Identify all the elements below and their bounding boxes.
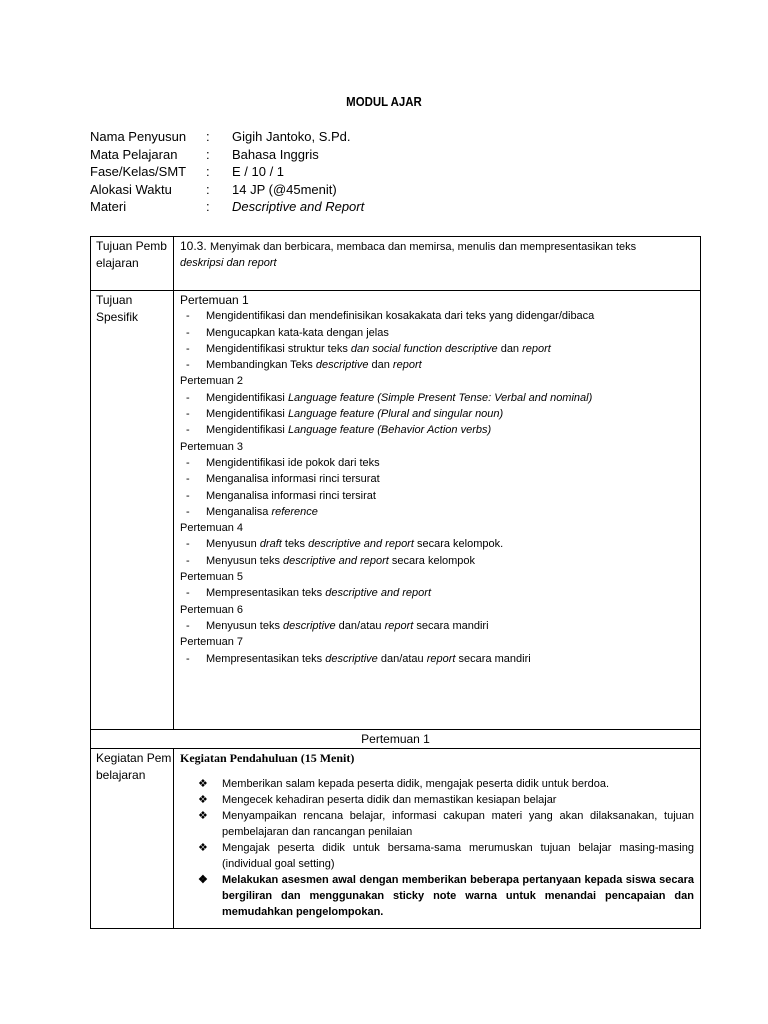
diamond-bullet-icon: ❖	[198, 778, 208, 790]
meeting-3-title: Pertemuan 3	[180, 440, 243, 453]
label-tujuan-spesifik: Tujuan Spesifik	[91, 291, 174, 730]
row-meeting-header	[91, 730, 701, 749]
list-item: - Menyusun teks descriptive dan/atau report secara mandiri	[186, 619, 489, 632]
identity-block	[90, 128, 364, 216]
identity-row-author	[90, 128, 364, 146]
identity-separator: :	[206, 146, 210, 162]
row-kegiatan	[91, 749, 701, 929]
identity-label: Nama Penyusun	[90, 129, 187, 144]
label-tujuan-pembelajaran: Tujuan Pembelajaran	[91, 237, 174, 291]
list-item: - Mengidentifikasi struktur teks dan social function descriptive dan report	[186, 342, 551, 355]
list-item: ❖ Mengecek kehadiran peserta didik dan memastikan kesiapan belajar	[180, 792, 696, 808]
list-item: ❖ Mengajak peserta didik untuk bersama-sama merumuskan tujuan belajar masing-masing (individual goal setting)	[180, 840, 696, 872]
module-table	[90, 236, 701, 929]
list-item: - Mengidentifikasi ide pokok dari teks	[186, 456, 380, 469]
identity-value: Gigih Jantoko, S.Pd.	[232, 129, 351, 144]
list-item: ❖ Menyampaikan rencana belajar, informasi cakupan materi yang akan dilaksanakan, tujuan pembelajaran dan rancangan penilaian	[180, 808, 696, 840]
meeting-header: Pertemuan 1	[91, 730, 701, 749]
meeting-7-title: Pertemuan 7	[180, 636, 243, 649]
identity-row-subject	[90, 146, 364, 164]
diamond-bullet-icon: ❖	[198, 874, 208, 886]
meeting-2-title: Pertemuan 2	[180, 375, 243, 388]
row-tujuan-spesifik	[91, 291, 701, 730]
content-kegiatan	[174, 749, 701, 929]
meeting-6-title: Pertemuan 6	[180, 603, 243, 616]
list-item: ❖ Memberikan salam kepada peserta didik, mengajak peserta didik untuk berdoa.	[180, 776, 696, 792]
goal-text: Menyimak dan berbicara, membaca dan memirsa, menulis dan mempresentasikan teks	[210, 241, 637, 253]
list-item: - Menganalisa informasi rinci tersirat	[186, 489, 376, 502]
list-item: - Mempresentasikan teks descriptive dan/atau report secara mandiri	[186, 652, 531, 665]
identity-label: Fase/Kelas/SMT	[90, 164, 187, 179]
diamond-bullet-icon: ❖	[198, 794, 208, 806]
identity-label: Materi	[90, 199, 127, 214]
list-item: - Menganalisa reference	[186, 505, 318, 518]
identity-label: Alokasi Waktu	[90, 181, 172, 197]
list-item: ❖ Melakukan asesmen awal dengan memberikan beberapa pertanyaan kepada siswa secara bergiliran dan menggunakan sticky note warna untuk menandai pencapaian dan memudahkan pengelompokan.	[180, 872, 696, 920]
identity-row-phase	[90, 163, 364, 181]
list-item: - Mempresentasikan teks descriptive and report	[186, 587, 431, 600]
meeting-5-title: Pertemuan 5	[180, 571, 243, 584]
identity-separator: :	[206, 199, 210, 214]
content-tujuan-pembelajaran	[174, 237, 701, 291]
list-item: - Mengidentifikasi Language feature (Behavior Action verbs)	[186, 424, 492, 437]
page-title: MODUL AJAR	[346, 94, 422, 109]
list-item: - Membandingkan Teks descriptive dan report	[186, 359, 422, 372]
list-item: - Mengucapkan kata-kata dengan jelas	[186, 326, 389, 339]
identity-value: Descriptive and Report	[232, 199, 365, 214]
identity-separator: :	[206, 181, 210, 197]
identity-row-time	[90, 181, 364, 199]
identity-separator: :	[206, 129, 210, 144]
label-kegiatan: Kegiatan Pembelajaran	[91, 749, 174, 929]
list-item: - Mengidentifikasi dan mendefinisikan kosakakata dari teks yang didengar/dibaca	[186, 310, 595, 323]
identity-label: Mata Pelajaran	[90, 146, 178, 162]
list-item: - Mengidentifikasi Language feature (Simple Present Tense: Verbal and nominal)	[186, 391, 593, 404]
goal-text-italic: deskripsi dan report	[180, 257, 277, 270]
goal-number: 10.3.	[180, 239, 211, 253]
identity-value: 14 JP (@45menit)	[232, 181, 337, 197]
meeting-1-title: Pertemuan 1	[180, 293, 249, 307]
list-item: - Mengidentifikasi Language feature (Plural and singular noun)	[186, 408, 504, 421]
identity-value: Bahasa Inggris	[232, 146, 319, 162]
row-tujuan-pembelajaran	[91, 237, 701, 291]
list-item: - Menganalisa informasi rinci tersurat	[186, 473, 380, 486]
list-item: - Menyusun teks descriptive and report secara kelompok	[186, 554, 476, 567]
identity-separator: :	[206, 164, 210, 179]
meeting-4-title: Pertemuan 4	[180, 522, 243, 535]
content-tujuan-spesifik	[174, 291, 701, 730]
activity-title: Kegiatan Pendahuluan (15 Menit)	[180, 751, 355, 765]
diamond-bullet-icon: ❖	[198, 810, 208, 822]
list-item: - Menyusun draft teks descriptive and report secara kelompok.	[186, 538, 504, 551]
diamond-bullet-icon: ❖	[198, 842, 208, 854]
identity-row-material	[90, 198, 364, 216]
identity-value: E / 10 / 1	[232, 164, 285, 179]
